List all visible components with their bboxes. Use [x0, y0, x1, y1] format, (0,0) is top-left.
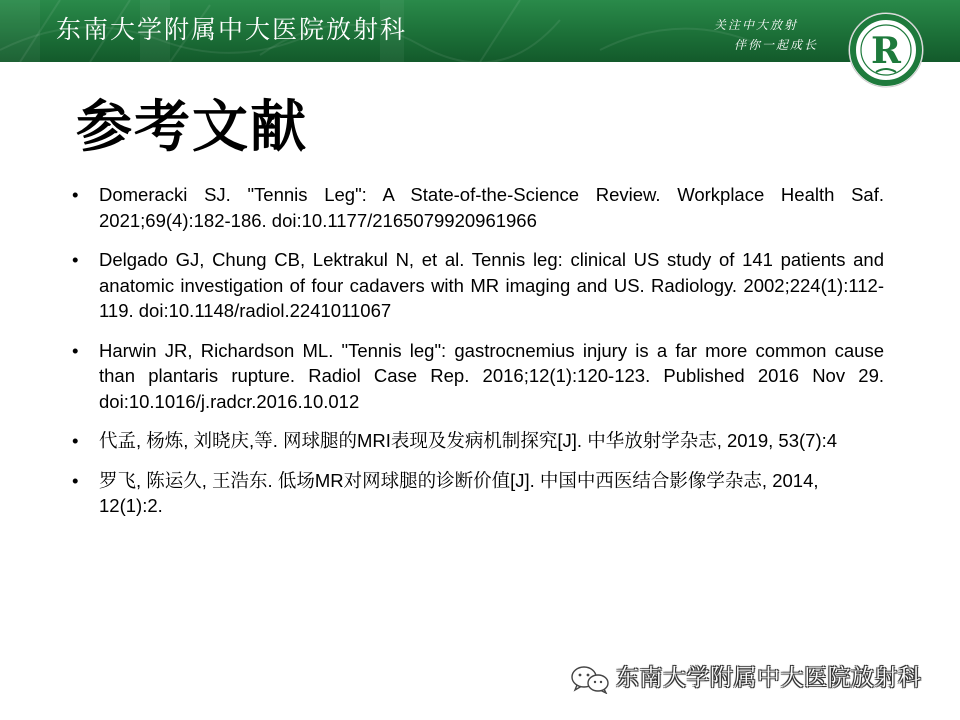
watermark-text: 东南大学附属中大医院放射科	[616, 665, 922, 691]
header-slogan-line2: 伴你一起成长	[734, 38, 819, 52]
bullet-marker: •	[72, 430, 79, 451]
reference-text: Delgado GJ, Chung CB, Lektrakul N, et al. Tennis leg: clinical US study of 141 patients and anatomic investigation of four cadavers with MR imaging and US. Radiology. 2002;224(1):112-119. doi:10.1148/radiol.2241011067	[99, 249, 884, 321]
hospital-logo	[846, 10, 926, 90]
wechat-icon	[568, 664, 612, 694]
reference-text: 代孟, 杨炼, 刘晓庆,等. 网球腿的MRI表现及发病机制探究[J]. 中华放射学杂志, 2019, 53(7):4	[99, 430, 838, 451]
bullet-marker: •	[72, 339, 79, 361]
reference-item	[72, 468, 884, 519]
reference-text: Harwin JR, Richardson ML. "Tennis leg": gastrocnemius injury is a far more common cause than plantaris rupture. Radiol Case Rep. 2016;12(1):120-123. Published 2016 Nov 29. doi:10.1016/j.radcr.2016.10.012	[99, 339, 884, 412]
header-title: 东南大学附属中大医院放射科	[56, 15, 408, 44]
reference-text: Domeracki SJ. "Tennis Leg": A State-of-the-Science Review. Workplace Health Saf. 2021;69(4):182-186. doi:10.1177/2165079920961966	[99, 184, 884, 231]
bullet-marker: •	[72, 469, 79, 491]
reference-item	[72, 182, 884, 233]
reference-item	[72, 247, 884, 324]
reference-item	[72, 428, 884, 454]
page-title: 参考文献	[76, 95, 308, 160]
logo-letter: R	[871, 30, 901, 72]
reference-list	[72, 182, 884, 533]
bullet-marker: •	[72, 184, 79, 205]
bullet-marker: •	[72, 249, 79, 270]
reference-text: 罗飞, 陈运久, 王浩东. 低场MR对网球腿的诊断价值[J]. 中国中西医结合影像学杂志, 2014, 12(1):2.	[99, 469, 819, 516]
reference-item	[72, 338, 884, 415]
header-bar	[0, 0, 960, 62]
header-slogan-line1: 关注中大放射	[714, 18, 799, 32]
